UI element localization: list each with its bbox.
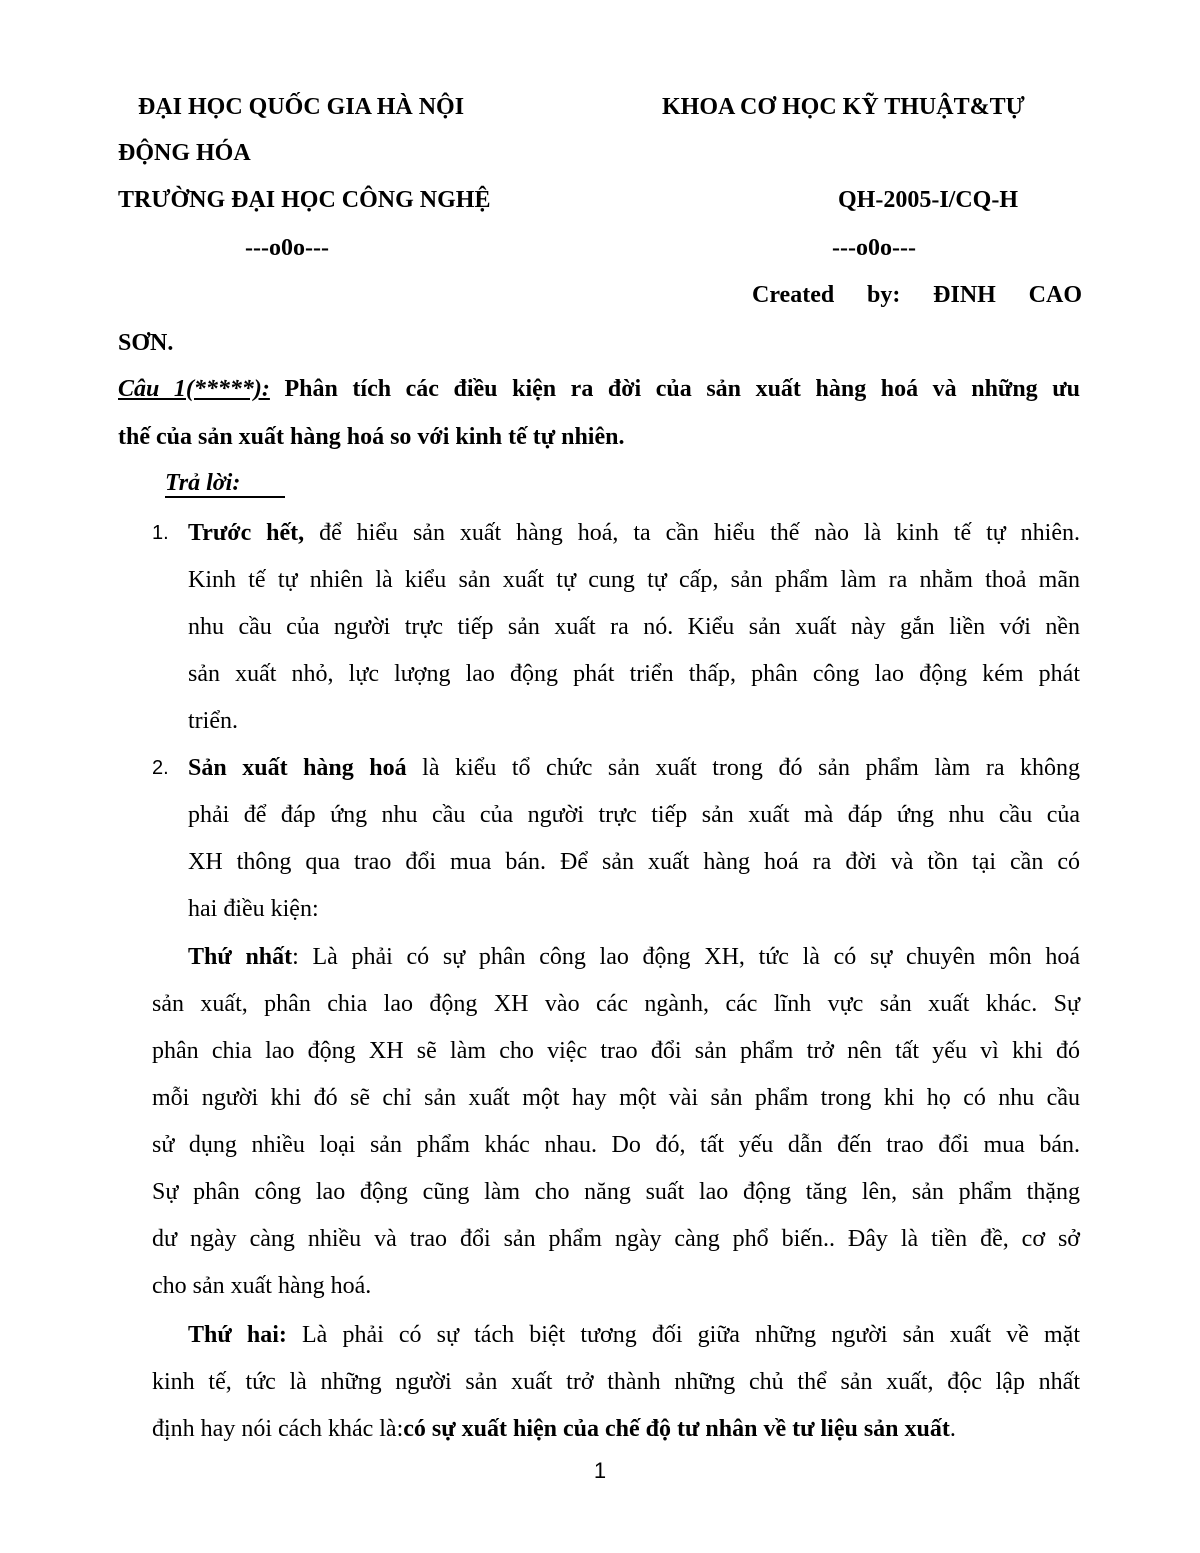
school-name: TRƯỜNG ĐẠI HỌC CÔNG NGHỆ [118, 187, 491, 213]
first-bold: Thứ nhất [188, 944, 293, 970]
first-line-1 [188, 942, 1080, 972]
class-code: QH-2005-I/CQ-H [838, 187, 1018, 213]
page-number: 1 [593, 1458, 607, 1483]
question-label: Câu 1(*****): [118, 376, 270, 402]
answer-label: Trả lời: [165, 470, 285, 498]
first-line-6: Sự phân công lao động cũng làm cho năng suất lao động tăng lên, sản phẩm thặng [152, 1179, 1080, 1205]
ornament-right: ---o0o--- [832, 235, 916, 261]
second-line-3 [152, 1414, 956, 1444]
item-2-line-4: hai điều kiện: [188, 896, 319, 922]
second-last-end: . [949, 1416, 956, 1442]
question-line-1 [118, 374, 1080, 404]
second-last-bold: có sự xuất hiện của chế độ tư nhân về tư liệu sản xuất [403, 1416, 950, 1442]
question-text-1: Phân tích các điều kiện ra đời của sản xuất hàng hoá và những ưu [284, 376, 1081, 402]
item-1-line-2: Kinh tế tự nhiên là kiểu sản xuất tự cung tự cấp, sản phẩm làm ra nhằm thoả mãn [188, 567, 1080, 593]
item-2-line-1 [188, 753, 1080, 783]
second-line-1 [188, 1320, 1080, 1350]
first-line-8: cho sản xuất hàng hoá. [152, 1273, 372, 1299]
item-2-bold: Sản xuất hàng hoá [188, 755, 407, 781]
first-line-3: phân chia lao động XH sẽ làm cho việc trao đổi sản phẩm trở nên tất yếu vì khi đó [152, 1038, 1080, 1064]
item-2-line-3: XH thông qua trao đổi mua bán. Để sản xuất hàng hoá ra đời và tồn tại cần có [188, 849, 1080, 875]
first-line-5: sử dụng nhiều loại sản phẩm khác nhau. Do đó, tất yếu dẫn đến trao đổi mua bán. [152, 1132, 1080, 1158]
item-2-number: 2. [152, 757, 169, 779]
item-1-line-4: sản xuất nhỏ, lực lượng lao động phát triển thấp, phân công lao động kém phát [188, 661, 1080, 687]
first-line-4: mỗi người khi đó sẽ chỉ sản xuất một hay một vài sản phẩm trong khi họ có nhu cầu [152, 1085, 1080, 1111]
second-last-plain: định hay nói cách khác là: [152, 1416, 404, 1442]
created-by-continued: SƠN. [118, 330, 174, 356]
second-bold: Thứ hai: [188, 1322, 287, 1348]
first-text-1: : Là phải có sự phân công lao động XH, tức là có sự chuyên môn hoá [292, 944, 1080, 970]
item-1-number: 1. [152, 522, 169, 544]
faculty-name-continued: ĐỘNG HÓA [118, 140, 251, 166]
item-1-bold: Trước hết, [188, 520, 305, 546]
item-2-line-2: phải để đáp ứng nhu cầu của người trực tiếp sản xuất mà đáp ứng nhu cầu của [188, 802, 1080, 828]
first-line-7: dư ngày càng nhiều và trao đổi sản phẩm ngày càng phổ biến.. Đây là tiền đề, cơ sở [152, 1226, 1080, 1252]
university-name: ĐẠI HỌC QUỐC GIA HÀ NỘI [138, 94, 465, 120]
faculty-name: KHOA CƠ HỌC KỸ THUẬT&TỰ [662, 94, 1025, 120]
item-1-line-3: nhu cầu của người trực tiếp sản xuất ra nó. Kiểu sản xuất này gắn liền với nền [188, 614, 1080, 640]
ornament-left: ---o0o--- [245, 235, 329, 261]
item-1-line-5: triển. [188, 708, 238, 734]
created-by: Created by: ĐINH CAO [752, 282, 1082, 308]
first-line-2: sản xuất, phân chia lao động XH vào các ngành, các lĩnh vực sản xuất khác. Sự [152, 991, 1080, 1017]
second-text-1: Là phải có sự tách biệt tương đối giữa những người sản xuất về mặt [286, 1322, 1080, 1348]
item-1-text-1: để hiểu sản xuất hàng hoá, ta cần hiểu thế nào là kinh tế tự nhiên. [304, 520, 1080, 546]
item-1-line-1 [188, 518, 1080, 548]
second-line-2: kinh tế, tức là những người sản xuất trở thành những chủ thể sản xuất, độc lập nhất [152, 1369, 1080, 1395]
item-2-text-1: là kiểu tổ chức sản xuất trong đó sản phẩm làm ra không [406, 755, 1080, 781]
question-line-2: thế của sản xuất hàng hoá so với kinh tế tự nhiên. [118, 424, 625, 450]
